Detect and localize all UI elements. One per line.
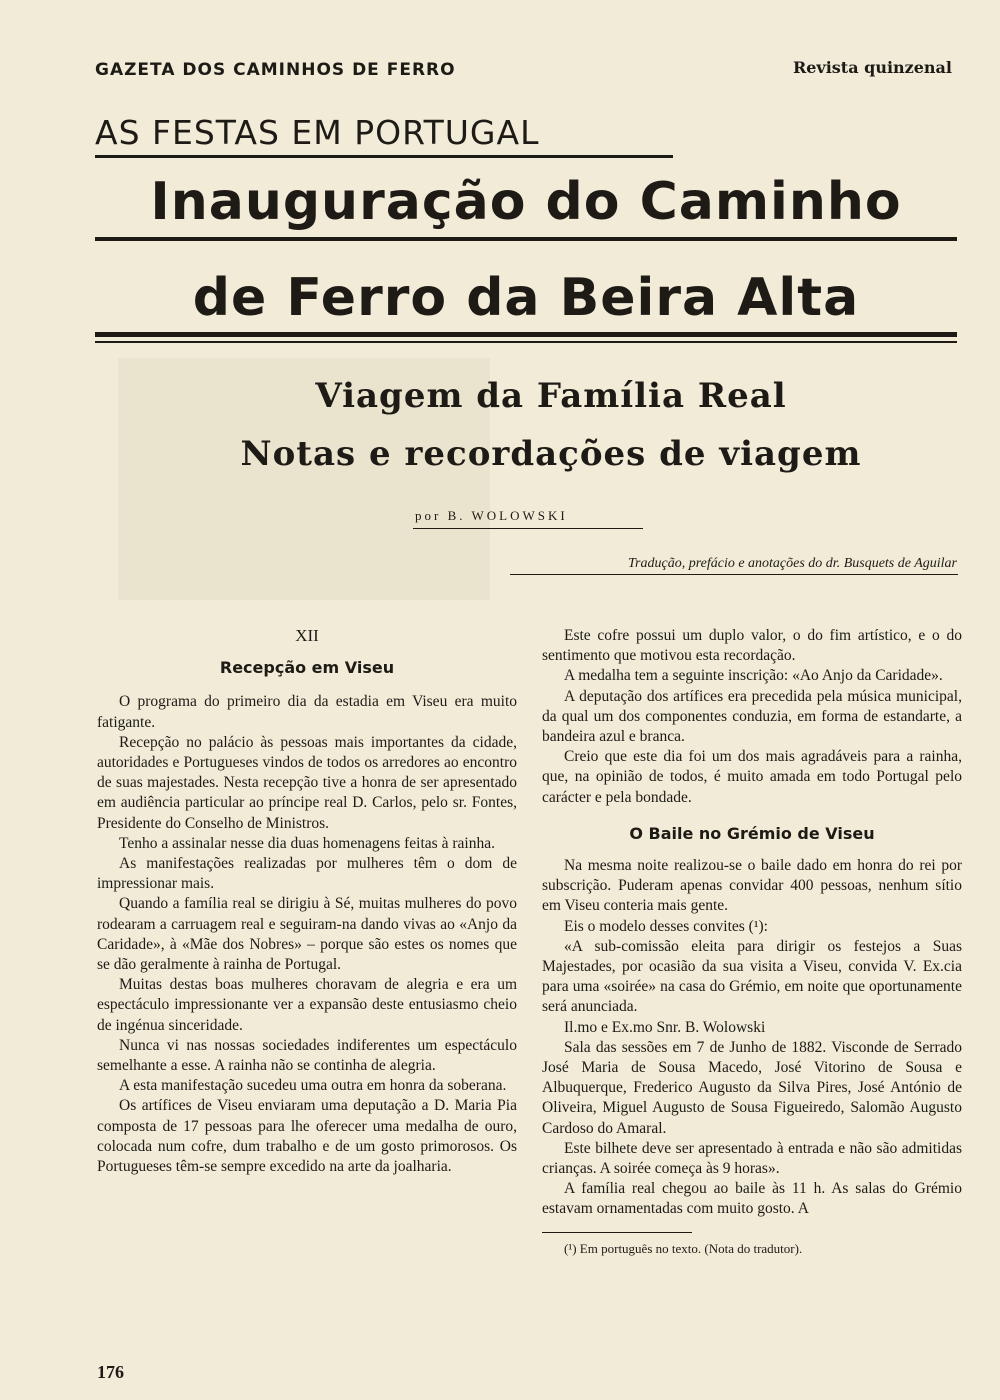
paragraph: «A sub-comissão eleita para dirigir os festejos a Suas Majestades, por ocasião da sua visita a Viseu, convida V. Ex.cia para uma «soirée» na casa do Grémio, em noite que oportunamente será anunciada. [542, 937, 962, 1016]
subtitle-line-2: Notas e recordações de viagem [240, 434, 862, 474]
paragraph: A esta manifestação sucedeu uma outra em honra da soberana. [119, 1077, 507, 1095]
chapter-numeral: XII [295, 626, 319, 645]
publication-frequency: Revista quinzenal [792, 58, 952, 77]
footnote: (¹) Em português no texto. (Nota do tradutor). [564, 1240, 803, 1256]
right-column [542, 626, 962, 1257]
paragraph: Tenho a assinalar nesse dia duas homenagens feitas à rainha. [119, 834, 495, 852]
paragraph: Eis o modelo desses convites (¹): [564, 917, 768, 935]
footnote-divider [542, 1232, 692, 1233]
paragraph: Este cofre possui um duplo valor, o do fim artístico, e o do sentimento que motivou esta recordação. [542, 627, 962, 665]
paragraph: O programa do primeiro dia da estadia em Viseu era muito fatigante. [97, 693, 517, 731]
paragraph: Os artífices de Viseu enviaram uma deputação a D. Maria Pia composta de 17 pessoas para lhe oferecer uma medalha de ouro, colocada num cofre, dum trabalho e de um gosto primorosos. Os Portugueses têm-se sempre excedido na arte da joalharia. [97, 1097, 517, 1176]
publication-name: GAZETA DOS CAMINHOS DE FERRO [95, 60, 456, 80]
kicker-underline [95, 155, 673, 158]
section-heading-reception: Recepção em Viseu [219, 658, 395, 678]
page-number: 176 [97, 1362, 124, 1382]
byline: por B. WOLOWSKI [415, 508, 568, 523]
paragraph: Sala das sessões em 7 de Junho de 1882. Visconde de Serrado José Maria de Sousa Macedo, José Vitorino de Sousa e Albuquerque, Frederico Augusto da Silva Pires, José António de Oliveira, Miguel Augusto de Sousa Figueiredo, Salomão Augusto Cardoso do Amaral. [542, 1038, 962, 1137]
paragraph: Nunca vi nas nossas sociedades indiferentes um espectáculo semelhante a esse. A rainha não se continha de alegria. [97, 1036, 517, 1075]
section-kicker: AS FESTAS EM PORTUGAL [95, 113, 540, 152]
byline-underline [413, 528, 643, 529]
paragraph: A deputação dos artífices era precedida pela música municipal, da qual um dos componentes conduzia, em forma de estandarte, a bandeira azul e branca. [542, 687, 962, 746]
paragraph: As manifestações realizadas por mulheres têm o dom de impressionar mais. [97, 855, 517, 893]
paragraph: A medalha tem a seguinte inscrição: «Ao Anjo da Caridade». [564, 667, 943, 685]
paragraph: Recepção no palácio às pessoas mais importantes da cidade, autoridades e Portugueses vindos de todos os arredores ao encontro de suas majestades. Nesta recepção tive a honra de ser apresentado em audiência particular ao príncipe real D. Carlos, pelo sr. Fontes, Presidente do Conselho de Ministros. [97, 733, 517, 832]
headline-rule-thick [95, 332, 957, 337]
translation-credit: Tradução, prefácio e anotações do dr. Busquets de Aguilar [628, 556, 957, 571]
headline-line-1: Inauguração do Caminho [150, 172, 902, 232]
paragraph: Na mesma noite realizou-se o baile dado em honra do rei por subscrição. Puderam apenas convidar 400 pessoas, nenhum sítio em Viseu conteria mais gente. [542, 857, 962, 915]
paragraph: A família real chegou ao baile às 11 h. As salas do Grémio estavam ornamentadas com muito gosto. A [542, 1180, 962, 1218]
left-column [97, 626, 517, 1177]
headline-rule-thin [95, 341, 957, 343]
section-heading-ball: O Baile no Grémio de Viseu [629, 823, 875, 843]
paragraph: Este bilhete deve ser apresentado à entrada e não são admitidas crianças. A soirée começa às 9 horas». [542, 1139, 962, 1178]
paragraph: Muitas destas boas mulheres choravam de alegria e era um espectáculo impressionante ver a expansão deste entusiasmo cheio de ingénua sinceridade. [97, 976, 517, 1034]
paragraph: Il.mo e Ex.mo Snr. B. Wolowski [564, 1018, 766, 1036]
headline-line-2: de Ferro da Beira Alta [192, 268, 860, 328]
paragraph: Quando a família real se dirigiu à Sé, muitas mulheres do povo rodearam a carruagem real e seguiram-na dando vivas ao «Anjo da Caridade», à «Mãe dos Nobres» – porque são estes os nomes que se dão geralmente à rainha de Portugal. [97, 895, 517, 974]
translation-underline [510, 574, 958, 575]
paragraph: Creio que este dia foi um dos mais agradáveis para a rainha, que, na opinião de todos, é muito amada em todo Portugal pelo carácter e pela bondade. [542, 748, 962, 806]
subtitle-line-1: Viagem da Família Real [315, 376, 787, 416]
headline-divider [95, 237, 957, 241]
